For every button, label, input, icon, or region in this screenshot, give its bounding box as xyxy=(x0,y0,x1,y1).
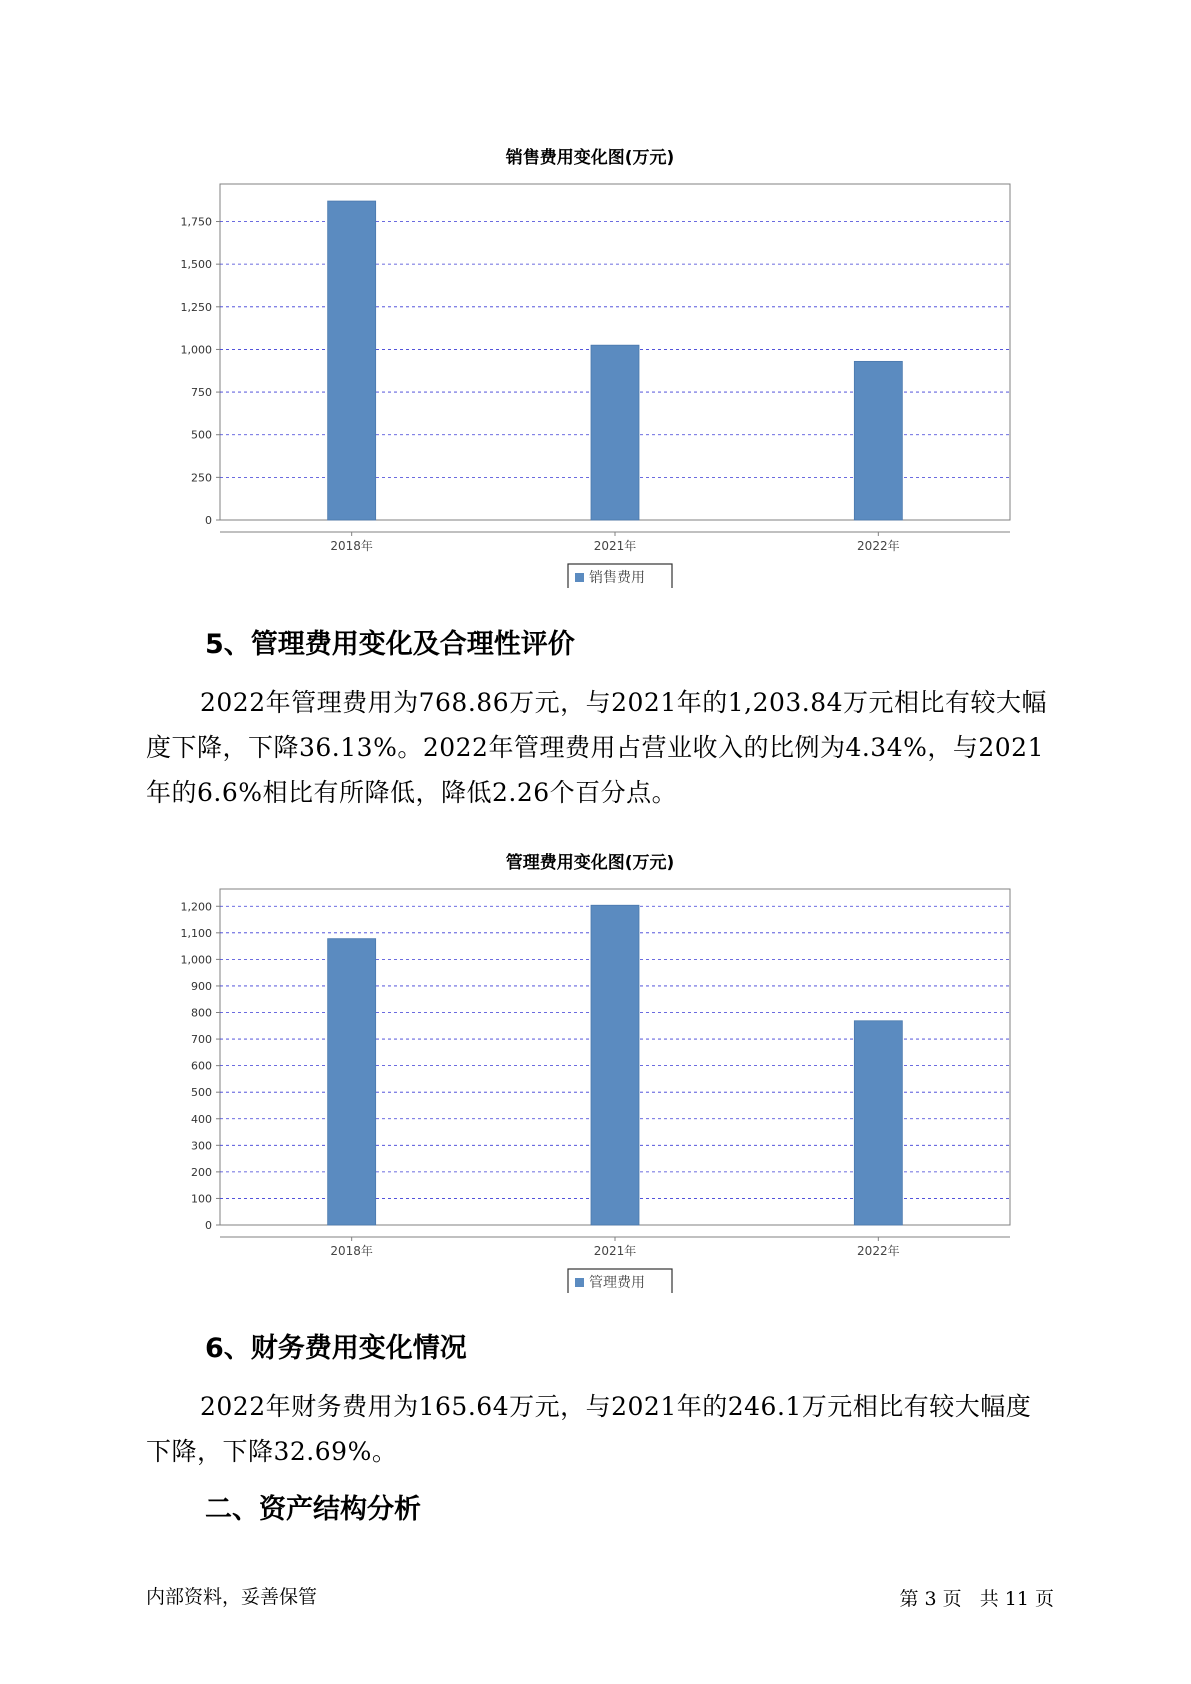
y-tick-label: 1,200 xyxy=(180,900,212,914)
y-tick-label: 500 xyxy=(191,428,212,442)
legend-swatch xyxy=(575,573,584,582)
bar xyxy=(328,201,376,520)
footer-page-number: 第 3 页 共 11 页 xyxy=(899,1588,1054,1610)
legend xyxy=(568,1269,672,1293)
bar xyxy=(854,1021,902,1225)
y-tick-label: 1,000 xyxy=(180,343,212,357)
y-tick-label: 1,000 xyxy=(180,953,212,967)
section-two-heading: 二、资产结构分析 xyxy=(205,1494,421,1525)
x-tick-label: 2021年 xyxy=(593,1244,637,1258)
y-tick-label: 500 xyxy=(191,1086,212,1100)
bar xyxy=(854,361,902,520)
y-tick-label: 400 xyxy=(191,1112,212,1126)
y-tick-label: 700 xyxy=(191,1033,212,1047)
y-tick-label: 1,250 xyxy=(180,300,212,314)
y-tick-label: 300 xyxy=(191,1139,212,1153)
x-tick-label: 2022年 xyxy=(857,539,900,553)
section-5-heading: 5、管理费用变化及合理性评价 xyxy=(205,629,575,660)
y-tick-label: 0 xyxy=(205,514,212,527)
x-tick-label: 2018年 xyxy=(330,539,373,553)
legend-label: 销售费用 xyxy=(589,570,645,586)
y-tick-label: 600 xyxy=(191,1059,212,1073)
y-tick-label: 0 xyxy=(205,1219,212,1232)
y-tick-label: 750 xyxy=(191,386,212,400)
y-tick-label: 800 xyxy=(191,1006,212,1020)
bar xyxy=(328,939,376,1225)
y-tick-label: 200 xyxy=(191,1165,212,1179)
y-tick-label: 250 xyxy=(191,471,212,485)
section-6-heading: 6、财务费用变化情况 xyxy=(205,1333,467,1364)
y-tick-label: 1,100 xyxy=(180,926,212,940)
y-tick-label: 1,500 xyxy=(180,258,212,272)
section-6-text: 2022年财务费用为165.64万元，与2021年的246.1万元相比有较大幅度下降，下降32.69%。 xyxy=(146,1392,1032,1466)
sales-chart-title: 销售费用变化图(万元) xyxy=(505,148,675,168)
bar xyxy=(591,345,639,520)
section-5-text: 2022年管理费用为768.86万元，与2021年的1,203.84万元相比有较大幅度下降，下降36.13%。2022年管理费用占营业收入的比例为4.34%，与2021年的6.6%相比有所降低，降低2.26个百分点。 xyxy=(146,688,1048,807)
admin-chart-title: 管理费用变化图(万元) xyxy=(505,853,675,873)
x-tick-label: 2018年 xyxy=(330,1244,373,1258)
x-tick-label: 2022年 xyxy=(857,1244,900,1258)
bar xyxy=(591,905,639,1225)
y-tick-label: 100 xyxy=(191,1192,212,1206)
legend-swatch xyxy=(575,1278,584,1287)
admin-expense-chart xyxy=(150,873,1030,1293)
section-6-paragraph xyxy=(146,1384,1056,1474)
footer-confidential: 内部资料，妥善保管 xyxy=(146,1586,318,1608)
y-tick-label: 900 xyxy=(191,979,212,993)
x-tick-label: 2021年 xyxy=(593,539,637,553)
legend-label: 管理费用 xyxy=(589,1275,645,1291)
sales-expense-chart xyxy=(150,168,1030,588)
y-tick-label: 1,750 xyxy=(180,215,212,229)
section-5-paragraph xyxy=(146,680,1056,815)
legend xyxy=(568,564,672,588)
